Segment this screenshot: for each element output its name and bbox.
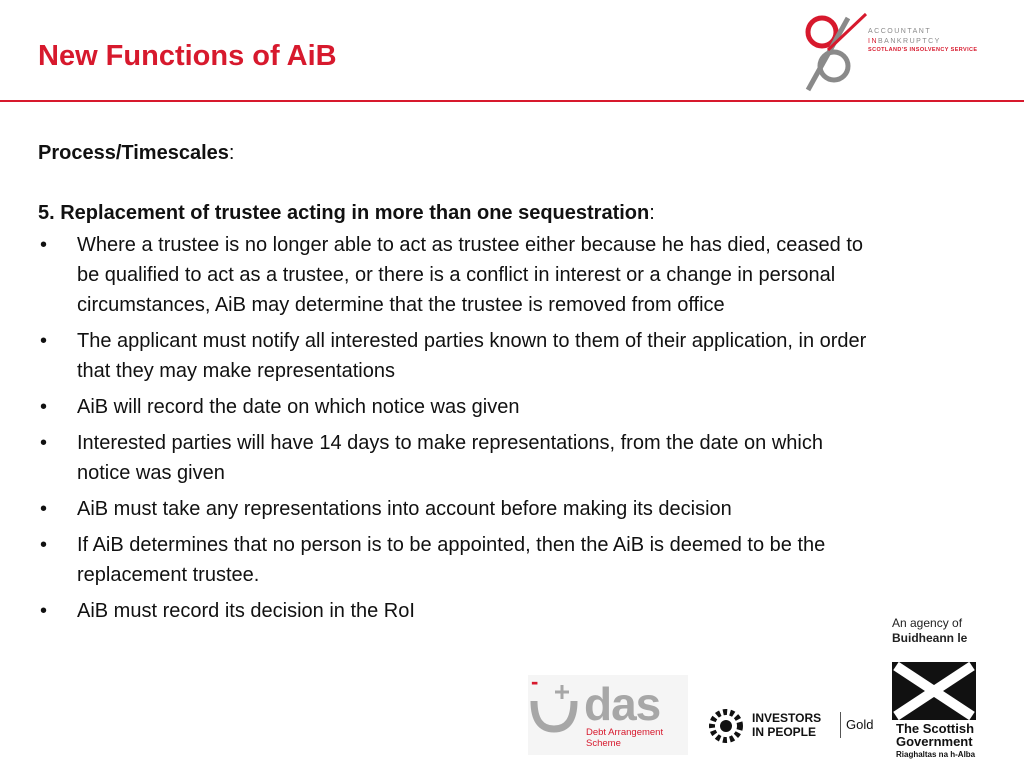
aib-logo	[798, 10, 978, 94]
list-item: • AiB must take any representations into account before making its decision	[38, 494, 877, 524]
bullet-glyph: •	[40, 498, 48, 520]
list-item: • The applicant must notify all interested parties known to them of their application, in order that they may make representations	[38, 326, 877, 386]
bullet-list	[38, 230, 878, 626]
bullet-glyph: •	[40, 534, 48, 556]
bullet-glyph: •	[40, 432, 48, 454]
list-item: • AiB must record its decision in the RoI	[38, 596, 877, 626]
agency-line2: Buidheann le	[892, 631, 968, 645]
slide-body	[38, 138, 878, 632]
das-smile-icon	[528, 683, 584, 739]
laurel-wreath-icon	[706, 706, 746, 746]
list-item: • Where a trustee is no longer able to act as trustee either because he has died, ceased to be qualified to act as a trustee, or there is a conflict in interest or a change in personal circumstances, AiB may determine that the trustee is removed from office	[38, 230, 877, 320]
iip-divider	[840, 712, 841, 738]
minus-icon: -	[531, 669, 539, 694]
scottish-government-logo	[892, 616, 992, 759]
iip-wordmark: INVESTORS IN PEOPLE	[752, 711, 822, 739]
list-item: • If AiB determines that no person is to be appointed, then the AiB is deemed to be the replacement trustee.	[38, 530, 877, 590]
sub-heading: 5. Replacement of trustee acting in more than one sequestration:	[38, 202, 655, 224]
header-divider	[0, 100, 1024, 102]
bullet-glyph: •	[40, 234, 48, 256]
aib-logo-line3: SCOTLAND'S INSOLVENCY SERVICE	[868, 47, 978, 53]
bullet-glyph: •	[40, 396, 48, 418]
aib-logo-line2: INBANKRUPTCY	[868, 38, 941, 45]
das-logo	[528, 669, 688, 755]
investors-in-people-logo	[706, 706, 891, 746]
bullet-glyph: •	[40, 600, 48, 622]
das-subtitle: Debt Arrangement Scheme	[586, 727, 664, 749]
das-wordmark: das	[584, 678, 661, 730]
section-heading: Process/Timescales:	[38, 142, 235, 164]
aib-emblem-icon	[798, 10, 868, 94]
aib-logo-line1: ACCOUNTANT	[868, 28, 932, 35]
bullet-glyph: •	[40, 330, 48, 352]
agency-line1: An agency of	[892, 616, 963, 630]
slide-title: New Functions of AiB	[38, 40, 337, 72]
list-item: • Interested parties will have 14 days to make representations, from the date on which notice was given	[38, 428, 877, 488]
scottish-government-wordmark: The Scottish Government Riaghaltas na h-Alba	[896, 721, 976, 759]
iip-level: Gold	[846, 717, 874, 732]
list-item: • AiB will record the date on which notice was given	[38, 392, 877, 422]
saltire-flag-icon	[892, 662, 976, 720]
